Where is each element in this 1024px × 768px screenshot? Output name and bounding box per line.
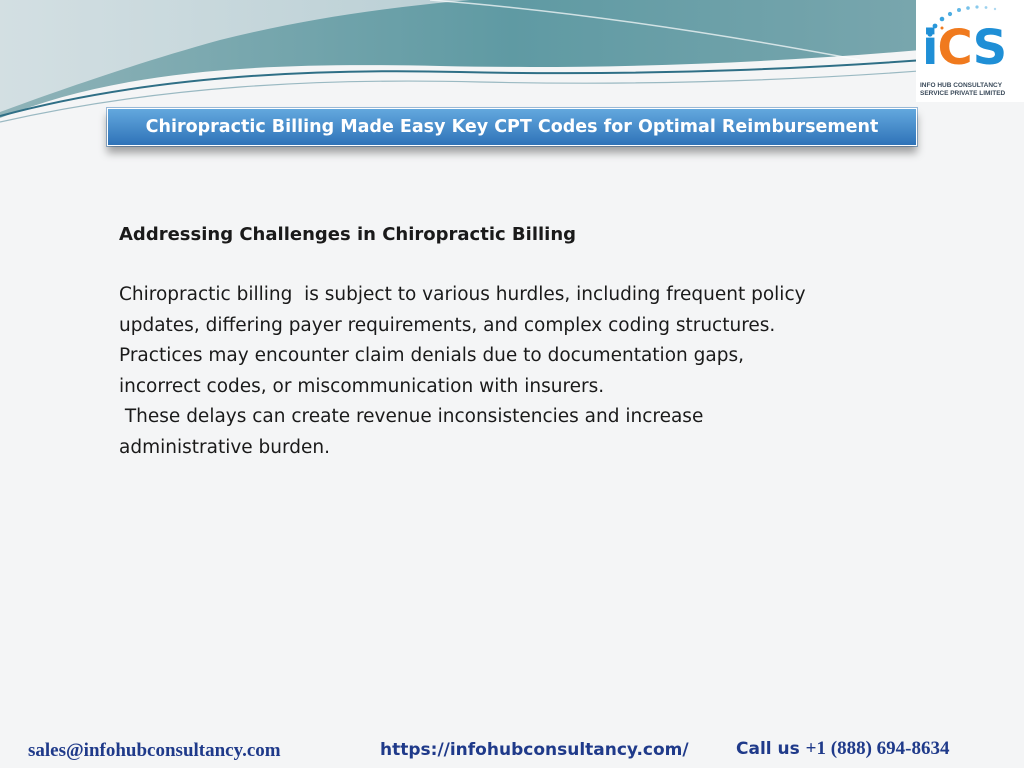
slide-title: Chiropractic Billing Made Easy Key CPT Codes for Optimal Reimbursement xyxy=(145,117,879,137)
slide-body xyxy=(119,220,909,463)
logo-tagline-line2: SERVICE PRIVATE LIMITED xyxy=(920,90,1006,97)
body-line: incorrect codes, or miscommunication with insurers. xyxy=(119,375,605,397)
slide-title-banner xyxy=(107,108,917,146)
body-line: Practices may encounter claim denials due to documentation gaps, xyxy=(119,345,744,366)
logo-tagline xyxy=(920,82,1024,98)
body-line: updates, differing payer requirements, and complex coding structures. xyxy=(119,314,776,336)
body-line: These delays can create revenue inconsistencies and increase xyxy=(119,406,704,427)
body-line: administrative burden. xyxy=(119,436,331,458)
footer-website-link[interactable]: https://infohubconsultancy.com/ xyxy=(380,740,689,760)
company-logo xyxy=(916,0,1024,102)
body-line: Chiropractic billing is subject to various hurdles, including frequent policy xyxy=(119,284,806,305)
footer-contact-bar xyxy=(0,730,1024,768)
phone-number: +1 (888) 694-8634 xyxy=(805,738,950,759)
footer-phone[interactable] xyxy=(736,738,949,760)
footer-email-link[interactable]: sales@infohubconsultancy.com xyxy=(28,740,281,761)
logo-tagline-line1: INFO HUB CONSULTANCY xyxy=(920,82,1003,89)
call-label: Call us xyxy=(736,739,806,759)
logo-wordmark: iCS xyxy=(922,20,1007,76)
section-heading: Addressing Challenges in Chiropractic Billing xyxy=(119,224,577,245)
